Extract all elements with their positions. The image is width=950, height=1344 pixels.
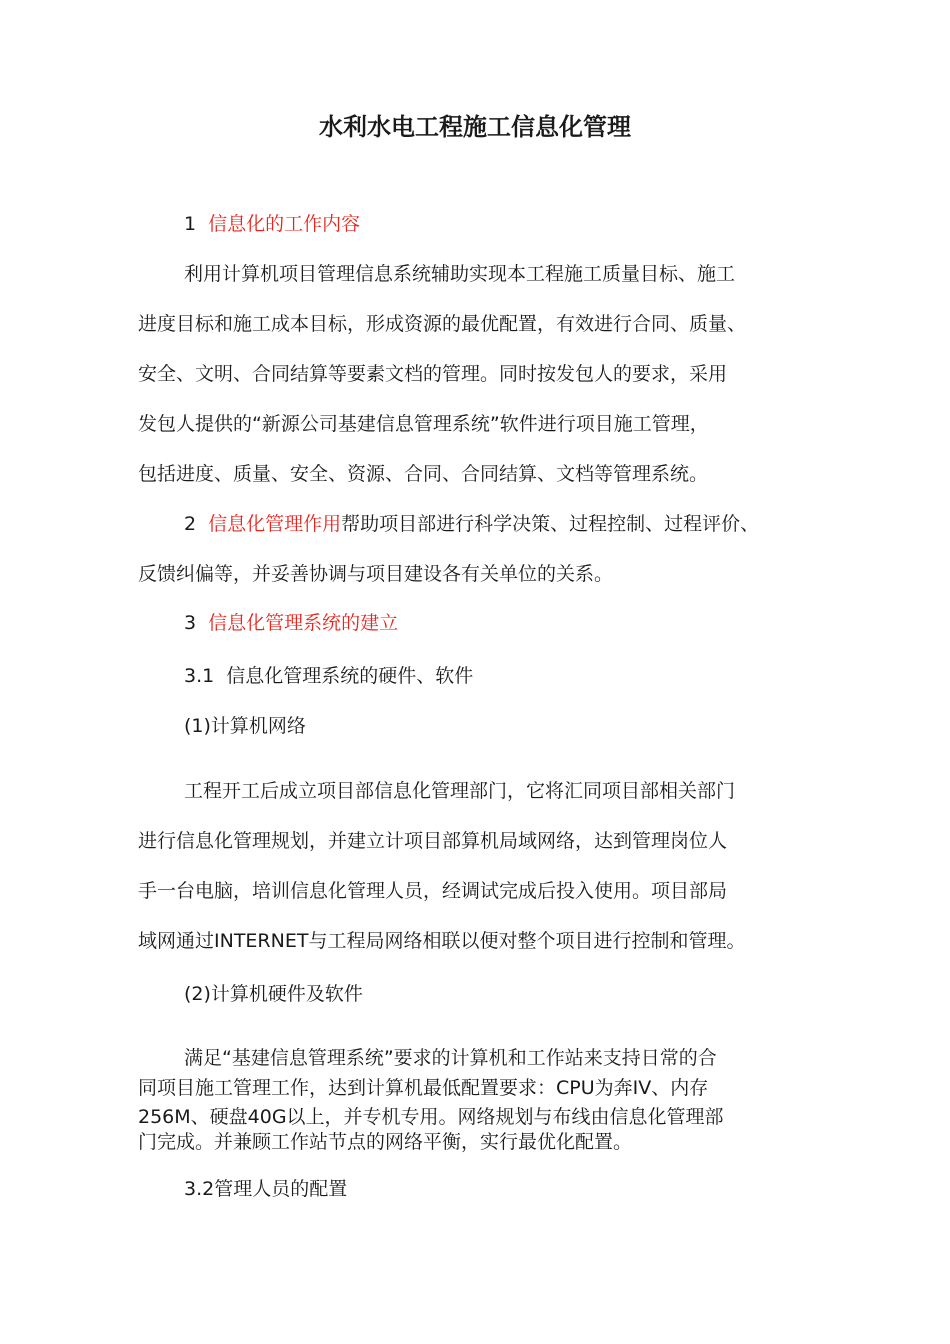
section-3-1-heading (184, 664, 473, 688)
section-title: 信息化管理系统的硬件、软件 (226, 665, 474, 687)
section-text: 帮助项目部进行科学决策、过程控制、过程评价、 (341, 513, 760, 535)
section-number: 3 (184, 612, 197, 634)
paragraph-line: 256M、硬盘40G以上，并专机专用。网络规划与布线由信息化管理部 (138, 1106, 724, 1128)
paragraph-line: 手一台电脑，培训信息化管理人员，经调试完成后投入使用。项目部局 (138, 880, 728, 902)
paragraph-line: 同项目施工管理工作，达到计算机最低配置要求：CPU为奔IV、内存 (138, 1077, 709, 1099)
section-1-heading (184, 212, 360, 236)
subheading: (2)计算机硬件及软件 (184, 983, 363, 1005)
paragraph-line: 发包人提供的“新源公司基建信息管理系统”软件进行项目施工管理， (138, 413, 709, 435)
paragraph-line: 满足“基建信息管理系统”要求的计算机和工作站来支持日常的合 (184, 1047, 717, 1069)
paragraph-line: 包括进度、质量、安全、资源、合同、合同结算、文档等管理系统。 (138, 463, 709, 485)
paragraph-line: 工程开工后成立项目部信息化管理部门，它将汇同项目部相关部门 (184, 780, 736, 802)
section-title: 信息化管理系统的建立 (208, 612, 399, 634)
section-number: 3.1 (184, 665, 215, 687)
paragraph-line: 安全、文明、合同结算等要素文档的管理。同时按发包人的要求，采用 (138, 363, 728, 385)
section-3-heading (184, 611, 398, 635)
paragraph-line: 反馈纠偏等，并妥善协调与项目建设各有关单位的关系。 (138, 563, 614, 585)
paragraph-line: 域网通过INTERNET与工程局网络相联以便对整个项目进行控制和管理。 (138, 930, 746, 952)
paragraph-line: 进行信息化管理规划，并建立计项目部算机局域网络，达到管理岗位人 (138, 830, 728, 852)
section-number: 1 (184, 213, 197, 235)
section-number: 2 (184, 513, 197, 535)
subheading: (1)计算机网络 (184, 715, 306, 737)
paragraph-line: 利用计算机项目管理信息系统辅助实现本工程施工质量目标、施工 (184, 263, 736, 285)
paragraph-line: 门完成。并兼顾工作站节点的网络平衡，实行最优化配置。 (138, 1131, 633, 1153)
section-title: 信息化管理作用 (208, 513, 342, 535)
document-title: 水利水电工程施工信息化管理 (319, 113, 631, 141)
section-3-2-heading: 3.2管理人员的配置 (184, 1178, 348, 1200)
section-title: 信息化的工作内容 (208, 213, 361, 235)
paragraph-line: 进度目标和施工成本目标，形成资源的最优配置，有效进行合同、质量、 (138, 313, 747, 335)
section-2-line (184, 512, 759, 536)
